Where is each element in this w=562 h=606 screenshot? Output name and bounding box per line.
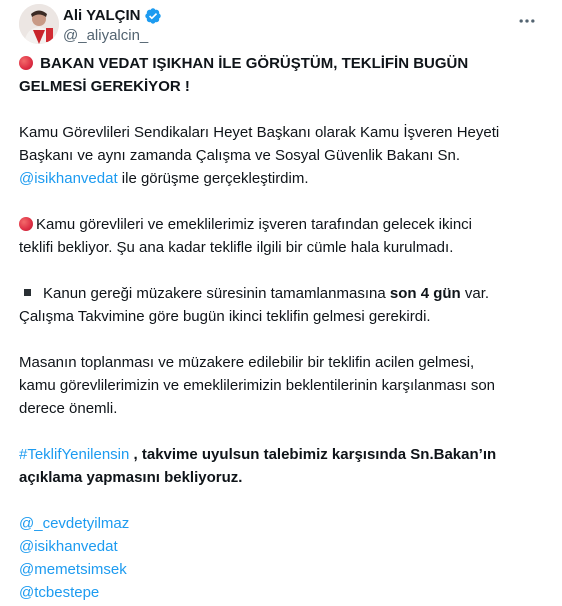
headline-line-1: BAKAN VEDAT IŞIKHAN İLE GÖRÜŞTÜM, TEKLİFİN BUGÜN: [40, 55, 469, 72]
mention-link[interactable]: @_cevdetyilmaz: [19, 515, 130, 532]
more-options-button[interactable]: [516, 10, 538, 32]
paragraph-5: [19, 443, 547, 489]
mention-link[interactable]: @isikhanvedat: [19, 170, 118, 187]
p4-line-1: Masanın toplanması ve müzakere edilebilir bir teklifin acilen gelmesi,: [19, 354, 475, 371]
paragraph-3: [19, 282, 547, 328]
p2-line-2: teklifi bekliyor. Şu ana kadar teklifle ilgili bir cümle hala kurulmadı.: [19, 239, 454, 256]
hashtag-link[interactable]: #TeklifYenilensin: [19, 446, 130, 463]
mention-link[interactable]: @tcbestepe: [19, 584, 100, 601]
p2-line-1: Kamu görevlileri ve emeklilerimiz işveren tarafından gelecek ikinci: [36, 216, 473, 233]
tweet-header: [19, 4, 554, 48]
more-options-icon: [517, 11, 537, 31]
paragraph-2: [19, 213, 547, 259]
paragraph-1: [19, 121, 547, 190]
red-circle-emoji-icon: [19, 217, 33, 231]
mention-link[interactable]: @memetsimsek: [19, 561, 127, 578]
p4-line-2: kamu görevlilerimizin ve emeklilerimizin beklentilerinin karşılanması son: [19, 377, 496, 394]
headline: [19, 52, 547, 98]
p5-line-1: , takvime uyulsun talebimiz karşısında Sn.Bakan’ın: [129, 446, 497, 463]
user-handle[interactable]: @_aliyalcin_: [63, 27, 149, 44]
red-circle-emoji-icon: [19, 56, 33, 70]
tweet-text: [19, 52, 547, 604]
p3-bold-text: son 4 gün: [389, 285, 461, 302]
headline-line-2: GELMESİ GEREKİYOR !: [19, 78, 190, 95]
mention-link[interactable]: @isikhanvedat: [19, 538, 118, 555]
black-square-emoji-icon: [24, 289, 31, 296]
p1-line-3: ile görüşme gerçekleştirdim.: [117, 170, 309, 187]
paragraph-4: [19, 351, 547, 420]
p3-line-1-pre: Kanun gereği müzakere süresinin tamamlanmasına: [43, 285, 390, 302]
p1-line-1: Kamu Görevlileri Sendikaları Heyet Başkanı olarak Kamu İşveren Heyeti: [19, 124, 500, 141]
avatar[interactable]: [19, 4, 59, 44]
avatar-image: [19, 4, 59, 44]
p1-line-2: Başkanı ve aynı zamanda Çalışma ve Sosyal Güvenlik Bakanı Sn.: [19, 147, 461, 164]
p3-line-1-post: var.: [460, 285, 490, 302]
p3-line-2: Çalışma Takvimine göre bugün ikinci teklifin gelmesi gerekirdi.: [19, 308, 431, 325]
p4-line-3: derece önemli.: [19, 400, 118, 417]
mentions-list: [19, 512, 547, 604]
display-name[interactable]: Ali YALÇIN: [63, 7, 141, 24]
author-info: [63, 6, 162, 46]
verified-badge-icon: [144, 7, 162, 25]
p5-line-2: açıklama yapmasını bekliyoruz.: [19, 469, 243, 486]
